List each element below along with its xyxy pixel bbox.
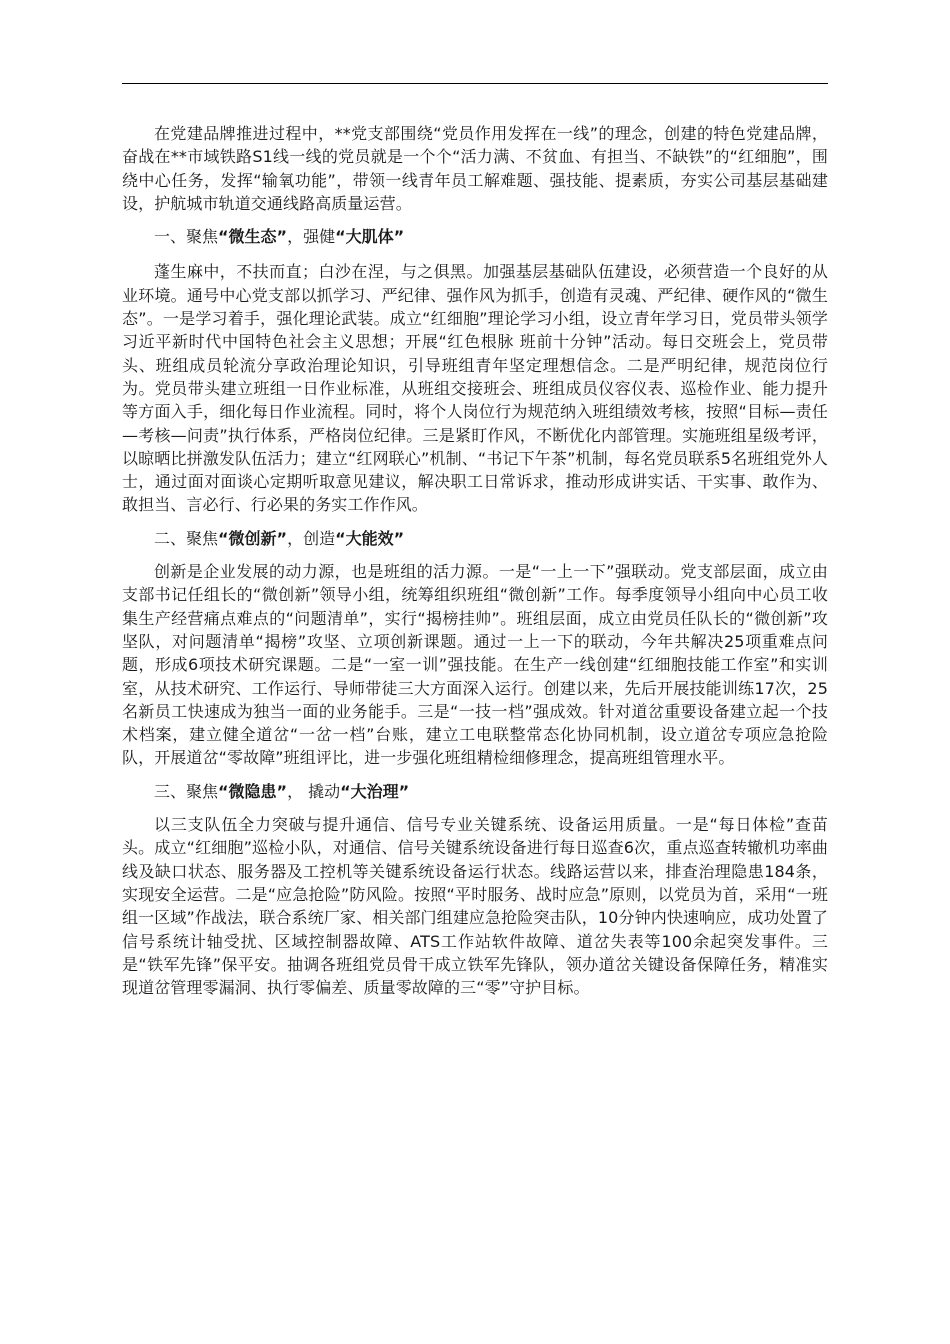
section-3-heading-key1: “微隐患” <box>218 781 288 801</box>
section-3-heading-key2: “大治理” <box>340 781 410 801</box>
section-1-heading <box>122 225 828 248</box>
section-2-heading <box>122 527 828 550</box>
section-2-heading-mid: ，创造 <box>287 528 336 548</box>
document-body <box>122 122 828 1003</box>
section-3-heading-prefix: 三、聚焦 <box>154 781 219 801</box>
header-rule <box>122 83 828 84</box>
section-2-heading-key1: “微创新” <box>218 528 288 548</box>
section-1-heading-mid: ，强健 <box>287 227 336 247</box>
section-3-body: 以三支队伍全力突破与提升通信、信号专业关键系统、设备运用质量。一是“每日体检”查苗头。成立“红细胞”巡检小队，对通信、信号关键系统设备进行每日巡查6次，重点巡查转辙机功率曲线及缺口状态、服务器及工控机等关键系统设备运行状态。线路运营以来，排查治理隐患184条，实现安全运营。二是“应急抢险”防风险。按照“平时服务、战时应急”原则，以党员为首，采用“一班组一区域”作战法，联合系统厂家、相关部门组建应急抢险突击队，10分钟内快速响应，成功处置了信号系统计轴受扰、区域控制器故障、ATS工作站软件故障、道岔失表等100余起突发事件。三是“铁军先锋”保平安。抽调各班组党员骨干成立铁军先锋队，领办道岔关键设备保障任务，精准实现道岔管理零漏洞、执行零偏差、质量零故障的三“零”守护目标。 <box>122 815 828 998</box>
section-1-body: 蓬生麻中，不扶而直；白沙在涅，与之俱黑。加强基层基础队伍建设，必须营造一个良好的从业环境。通号中心党支部以抓学习、严纪律、强作风为抓手，创造有灵魂、严纪律、硬作风的“微生态”。一是学习着手，强化理论武装。成立“红细胞”理论学习小组，设立青年学习日，党员带头领学习近平新时代中国特色社会主义思想；开展“红色根脉 班前十分钟”活动。每日交班会上，党员带头、班组成员轮流分享政治理论知识，引导班组青年坚定理想信念。二是严明纪律，规范岗位行为。党员带头建立班组一日作业标准，从班组交接班会、班组成员仪容仪表、巡检作业、能力提升等方面入手，细化每日作业流程。同时，将个人岗位行为规范纳入班组绩效考核，按照“目标—责任—考核—问责”执行体系，严格岗位纪律。三是紧盯作风，不断优化内部管理。实施班组星级考评，以晾晒比拼激发队伍活力；建立“红网联心”机制、“书记下午茶”机制，每名党员联系5名班组党外人士，通过面对面谈心定期听取意见建议，解决职工日常诉求，推动形成讲实话、干实事、敢作为、敢担当、言必行、行必果的务实工作作风。 <box>122 262 828 515</box>
section-1-heading-prefix: 一、聚焦 <box>154 227 219 247</box>
section-3-heading <box>122 780 828 803</box>
section-3-heading-mid: ， 撬动 <box>287 781 341 801</box>
intro-paragraph: 在党建品牌推进过程中，**党支部围绕“党员作用发挥在一线”的理念，创建的特色党建品牌，奋战在**市域铁路S1线一线的党员就是一个个“活力满、不贫血、有担当、不缺铁”的“红细胞”，围绕中心任务，发挥“输氧功能”，带领一线青年员工解难题、强技能、提素质，夯实公司基层基础建设，护航城市轨道交通线路高质量运营。 <box>122 124 828 213</box>
section-2-body: 创新是企业发展的动力源，也是班组的活力源。一是“一上一下”强联动。党支部层面，成立由支部书记任组长的“微创新”领导小组，统筹组织班组“微创新”工作。每季度领导小组向中心员工收集生产经营痛点难点的“问题清单”，实行“揭榜挂帅”。班组层面，成立由党员任队长的“微创新”攻坚队，对问题清单“揭榜”攻坚、立项创新课题。通过一上一下的联动，今年共解决25项重难点问题，形成6项技术研究课题。二是“一室一训”强技能。在生产一线创建“红细胞技能工作室”和实训室，从技术研究、工作运行、导师带徒三大方面深入运行。创建以来，先后开展技能训练17次，25名新员工快速成为独当一面的业务能手。三是“一技一档”强成效。针对道岔重要设备建立起一个技术档案，建立健全道岔“一岔一档”台账，建立工电联整常态化协同机制，设立道岔专项应急抢险队，开展道岔“零故障”班组评比，进一步强化班组精检细修理念，提高班组管理水平。 <box>122 562 828 768</box>
section-1-heading-key2: “大肌体” <box>335 227 405 247</box>
section-2-heading-prefix: 二、聚焦 <box>154 528 219 548</box>
section-1-heading-key1: “微生态” <box>218 227 288 247</box>
section-2-heading-key2: “大能效” <box>335 528 405 548</box>
